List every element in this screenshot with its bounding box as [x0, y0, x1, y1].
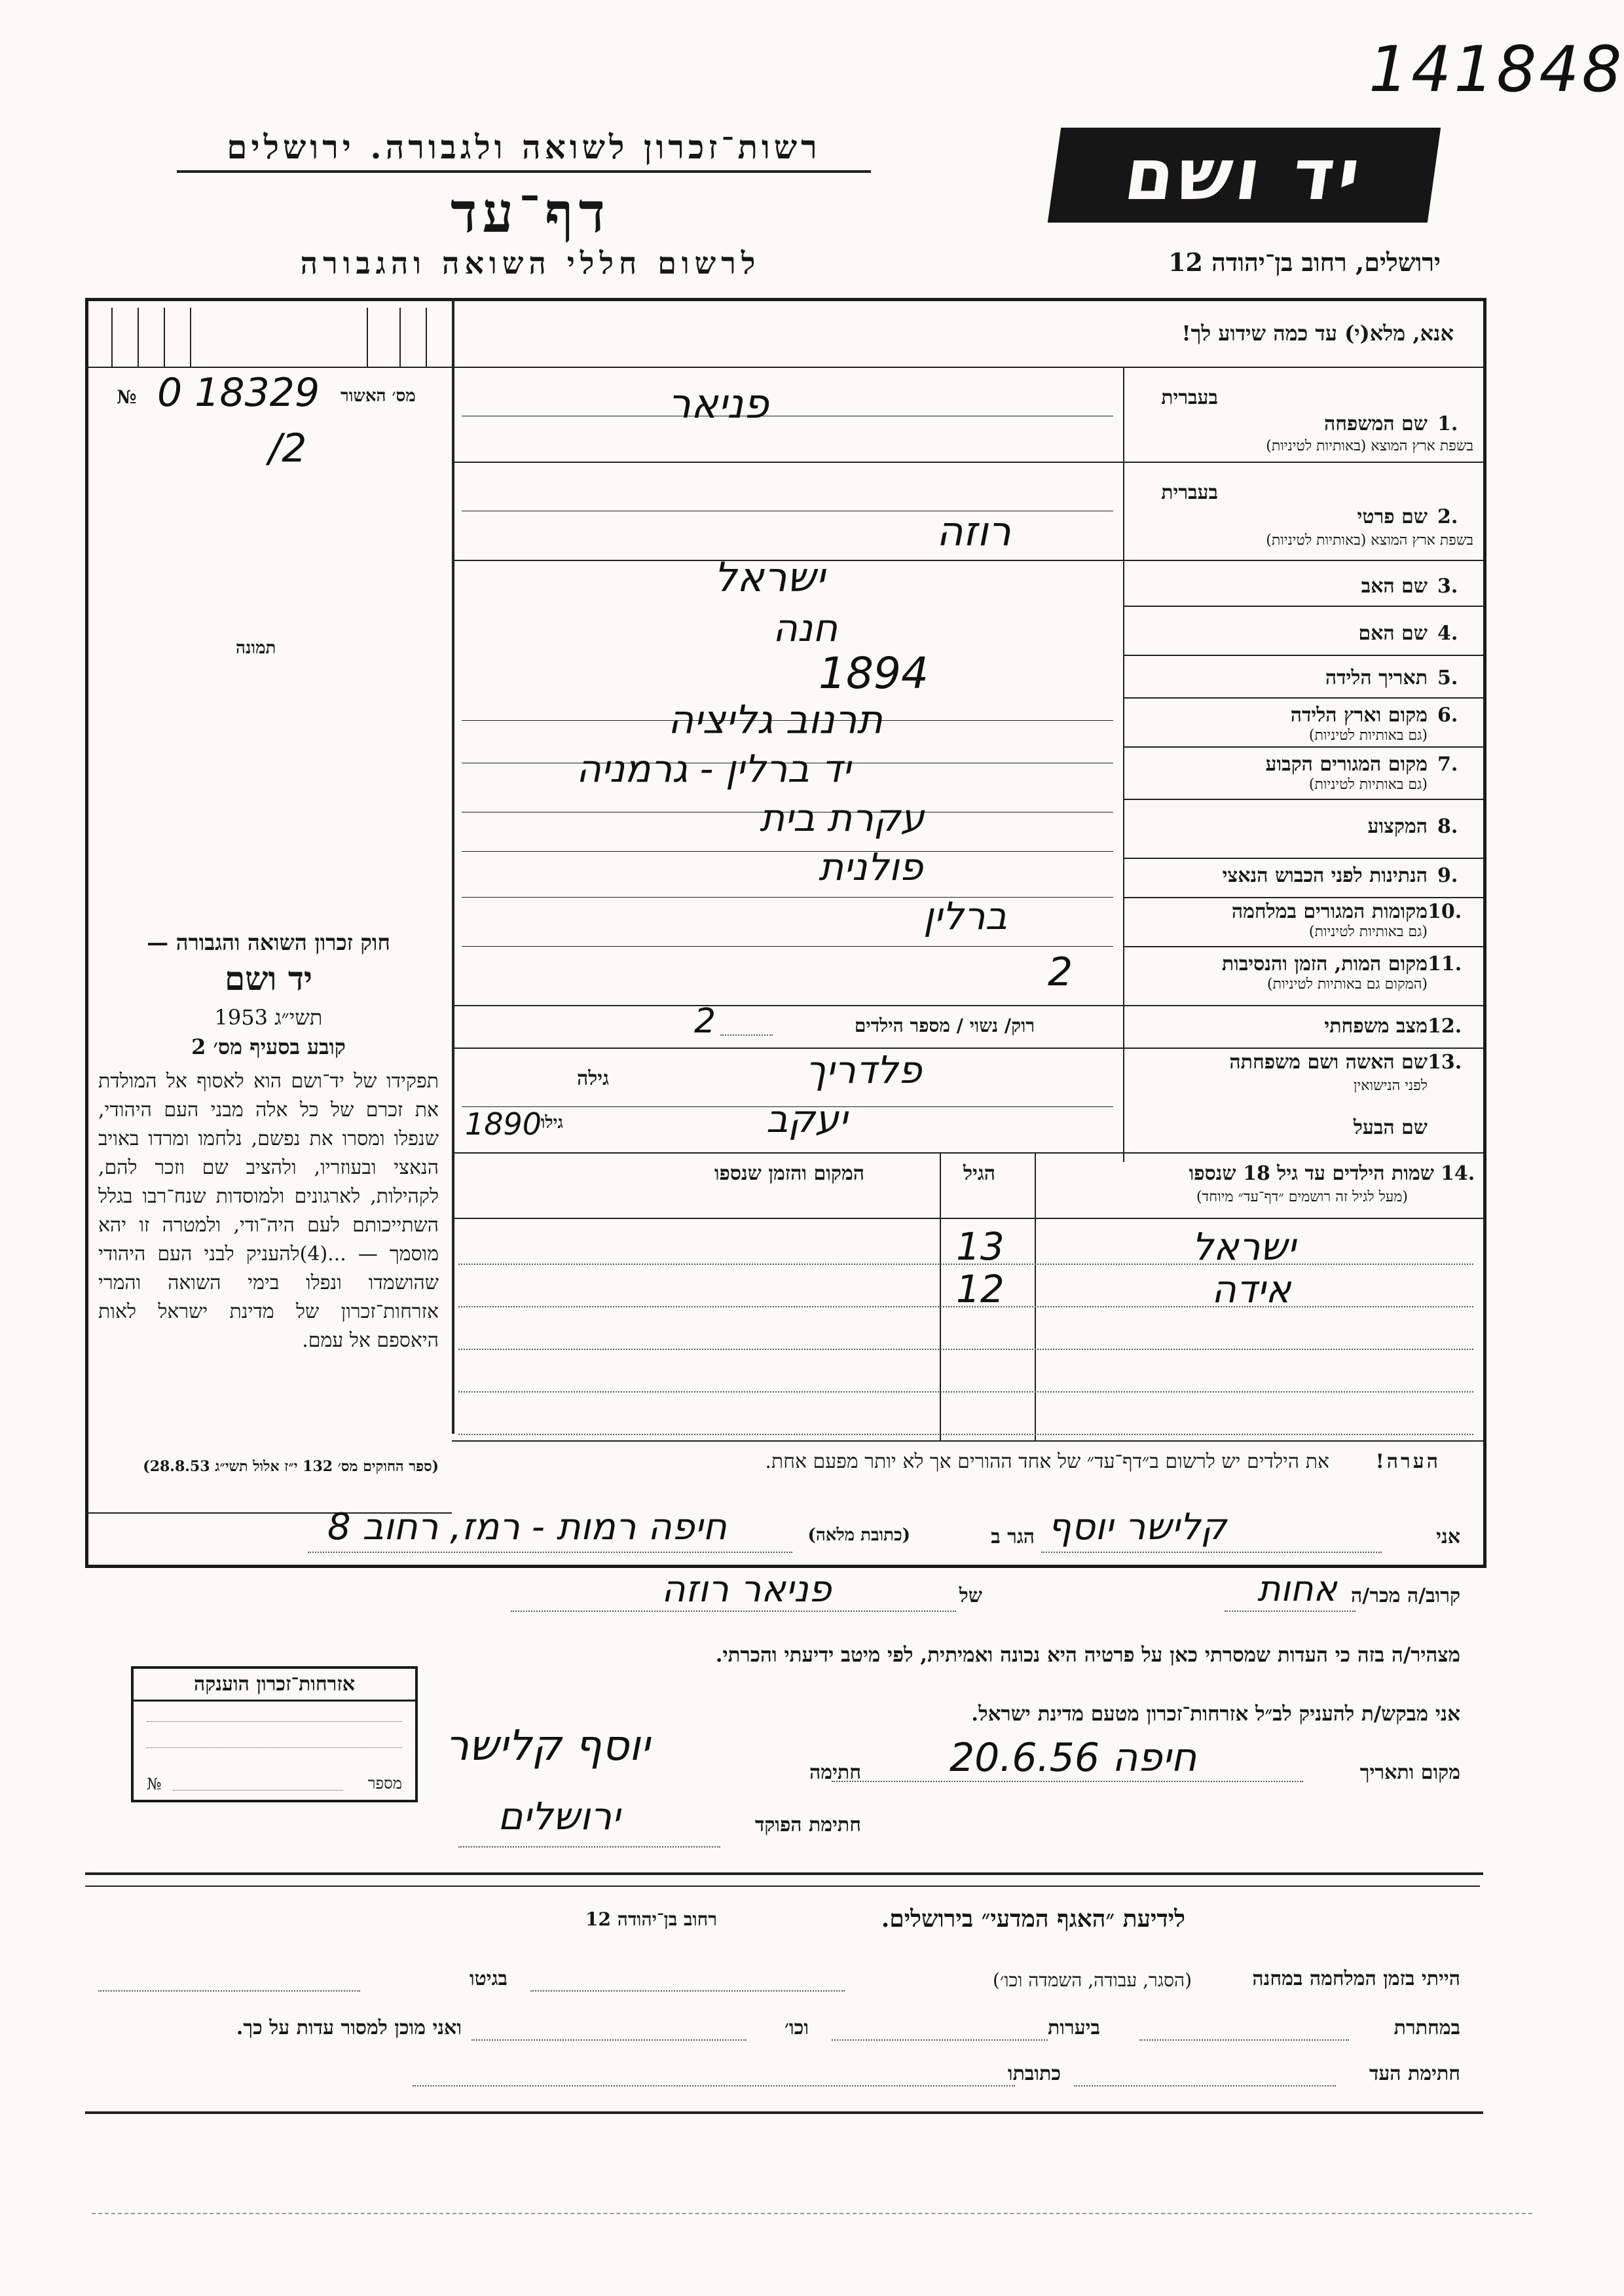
law-section: קובע בסעיף מס׳ 2: [191, 1034, 346, 1059]
field-6-number: 6.: [1437, 704, 1458, 727]
field-7-label: מקום המגורים הקבוע: [1265, 753, 1428, 776]
field-1-label: שם המשפחה: [1323, 412, 1428, 435]
approval-no-symbol: №: [117, 386, 137, 408]
field-13-value: פלדריך: [805, 1048, 922, 1092]
citizenship-no-symbol: №: [147, 1775, 162, 1793]
wife-age-label: גילה: [576, 1067, 609, 1090]
law-year: תשי״ג 1953: [214, 1005, 323, 1030]
husband-value: יעקב: [766, 1097, 847, 1141]
field-2-value: רוזה: [936, 507, 1011, 555]
note-text: את הילדים יש לרשום ב״דף־עד״ של אחד ההורים אך לא יותר מפעם אחת.: [765, 1450, 1329, 1473]
form-title: דף־עד: [450, 180, 610, 245]
field-9-value: פולנית: [819, 845, 923, 889]
marital-status-options: רוק/ נשוי / מספר הילדים: [854, 1015, 1035, 1036]
law-text: תפקידו של יד־ושם הוא לאסוף אל המולדת את זכרם של כל אלה מבני העם היהודי, שנפלו ומסרו את נפשם, נלחמו ומרדו באויב הנאצי ובעוזריו, ולהציב שם וזכר להם, לקהילות, לארגונים ולמוסדות שנח־רבו בגלל השתייכותם לעם היה־ודי, ולמטרה זו יהא מוסמך — ...(4)להעניק לבני העם היהודי שהושמדו ונפלו בימי השואה והמרי אזרחות־זכרון של מדינת ישראל לאות היאספם אל עמם.: [98, 1070, 439, 1352]
field-10-label: מקומות המגורים במלחמה: [1231, 900, 1428, 923]
field-1-above: בעברית: [1161, 386, 1218, 409]
yad-vashem-logo: [1048, 128, 1441, 223]
field-13-sub: לפני הנישואין: [1353, 1078, 1428, 1094]
field-8-number: 8.: [1437, 815, 1458, 838]
footer-heading: לידיעת ״האגף המדעי״ בירושלים.: [881, 1905, 1185, 1933]
footer-heading-address: רחוב בן־יהודה 12: [585, 1908, 717, 1930]
husband-age-label: גילו: [540, 1113, 563, 1133]
child-1-name: ישראל: [1192, 1224, 1296, 1269]
decl-address-label: (כתובת מלאה): [807, 1525, 910, 1545]
decl-relation-label: קרוב/ה מכר/ה: [1351, 1584, 1460, 1607]
field-3-label: שם האב: [1361, 575, 1428, 598]
field-2-above: בעברית: [1161, 481, 1218, 504]
decl-statement: מצהיר/ה בזה כי העדות שמסרתי כאן על פרטיה היא נכונה ואמיתית, לפי מיטב ידיעתי והכרתי.: [715, 1643, 1460, 1667]
children-table-number: 14.: [1441, 1162, 1475, 1185]
field-8-value: עקרת בית: [760, 795, 925, 840]
footer-line2-forests: ביערות: [1047, 2016, 1100, 2039]
children-place-header: המקום והזמן שנספו: [714, 1162, 864, 1185]
decl-official-label: חתימת הפוקד: [754, 1813, 861, 1836]
approval-sub: /2: [268, 426, 307, 471]
children-table-subheader: (מעל לגיל זה רושמים ״דף־עד״ מיוחד): [1196, 1189, 1408, 1205]
child-1-age: 13: [956, 1224, 1005, 1269]
org-line: רשות־זכרון לשואה ולגבורה. ירושלים: [177, 128, 871, 173]
decl-request: אני מבקש/ת להעניק לב״ל אזרחות־זכרון מטעם מדינת ישראל.: [971, 1702, 1460, 1726]
field-7-number: 7.: [1437, 753, 1458, 776]
decl-place-date-value: חיפה 20.6.56: [950, 1735, 1197, 1781]
field-2-number: 2.: [1437, 505, 1458, 528]
field-10-value: ברלין: [923, 894, 1008, 938]
field-12-label: מצב משפחתי: [1324, 1015, 1428, 1038]
decl-signature-value: יוסף קלישר: [445, 1722, 650, 1770]
law-name: יד ושם: [225, 959, 312, 998]
form-subtitle: לרשום חללי השואה והגבורה: [300, 246, 761, 281]
field-4-value: חנה: [773, 606, 838, 650]
decl-address-value: חיפה רמות - רמז, רחוב 8: [327, 1506, 727, 1548]
decl-official-value: ירושלים: [498, 1794, 621, 1838]
footer-line1-ghetto: בגיטו: [469, 1967, 507, 1990]
footer-line2-willing: ואני מוכן למסור עדות על כך.: [236, 2016, 462, 2039]
decl-resident-label: הגר ב: [991, 1525, 1035, 1548]
field-3-value: ישראל: [714, 553, 825, 601]
field-13-number: 13.: [1428, 1051, 1462, 1074]
field-7-value: יד ברלין - גרמניה: [576, 746, 851, 791]
footer-line3-address: כתובתו: [1007, 2062, 1061, 2085]
decl-signature-label: חתימה: [809, 1761, 861, 1784]
logo-text: יד ושם: [1119, 134, 1369, 216]
field-3-number: 3.: [1437, 575, 1458, 598]
note-label: הערה!: [1375, 1450, 1441, 1473]
children-count: 2: [694, 1002, 716, 1041]
field-2-label: שם פרטי: [1357, 505, 1428, 528]
approval-label: מס׳ האשור: [341, 386, 416, 406]
children-table-header: שמות הילדים עד גיל 18 שנספו: [1189, 1162, 1434, 1185]
field-4-number: 4.: [1437, 622, 1458, 645]
footer-line2-underground: במחתרת: [1393, 2016, 1460, 2039]
field-9-number: 9.: [1437, 864, 1458, 887]
child-2-name: אידה: [1211, 1267, 1291, 1311]
decl-place-date-label: מקום ותאריך: [1359, 1761, 1460, 1784]
field-11-sub: (המקום גם באותיות לטיניות): [1267, 976, 1428, 993]
footer-line1-camp: הייתי בזמן המלחמה במחנה: [1252, 1967, 1460, 1990]
field-1-value: פניאר: [668, 380, 769, 428]
field-13-label: שם האשה ושם משפחתה: [1229, 1051, 1428, 1074]
husband-label: שם הבעל: [1353, 1116, 1428, 1139]
husband-birth-year: 1890: [465, 1106, 542, 1142]
field-1-number: 1.: [1437, 412, 1458, 435]
field-11-number: 11.: [1428, 953, 1462, 975]
field-10-number: 10.: [1428, 900, 1462, 923]
field-4-label: שם האם: [1358, 622, 1428, 645]
field-5-value: 1894: [819, 648, 929, 699]
field-8-label: המקצוע: [1367, 815, 1428, 838]
field-11-value: 2: [1048, 949, 1073, 995]
field-11-label: מקום המות, הזמן והנסיבות: [1221, 953, 1428, 975]
law-heading: חוק זכרון השואה והגבורה —: [147, 930, 390, 955]
field-6-sub: (גם באותיות לטיניות): [1308, 727, 1428, 744]
field-10-sub: (גם באותיות לטיניות): [1308, 924, 1428, 940]
footer-line1-types: (הסגר, עבודה, השמדה וכו׳): [992, 1969, 1192, 1991]
citizenship-box: [131, 1666, 418, 1802]
field-7-sub: (גם באותיות לטיניות): [1308, 776, 1428, 793]
citizenship-number-label: מספר: [367, 1774, 402, 1793]
field-2-sub: בשפת ארץ המוצא (באותיות לטיניות): [1266, 532, 1473, 549]
citizenship-box-title: אזרחות־זכרון הוענקה: [134, 1669, 415, 1702]
law-reference: (ספר החוקים מס׳ 132 י״ז אלול תשי״ג 28.8.53): [143, 1458, 439, 1475]
field-6-value: תרנוב גליציה: [668, 697, 883, 743]
approval-number: 0 18329: [157, 370, 320, 416]
children-age-header: הגיל: [963, 1162, 995, 1185]
footer-line3-signature: חתימת העד: [1369, 2062, 1460, 2085]
address: ירושלים, רחוב בן־יהודה 12: [1168, 247, 1441, 277]
field-9-label: הנתינות לפני הכבוש הנאצי: [1222, 864, 1428, 887]
field-6-label: מקום וארץ הלידה: [1290, 704, 1428, 727]
field-1-sub: בשפת ארץ המוצא (באותיות לטיניות): [1266, 438, 1473, 454]
decl-of-value: פניאר רוזה: [661, 1568, 832, 1611]
photo-label: תמונה: [236, 638, 276, 658]
please-fill-note: אנא, מלא(י) עד כמה שידוע לך!: [1181, 321, 1454, 346]
archive-number: 141848: [1369, 33, 1624, 106]
decl-relation-value: אחות: [1257, 1568, 1337, 1609]
child-2-age: 12: [956, 1267, 1005, 1311]
decl-i-label: אני: [1436, 1525, 1460, 1548]
field-5-label: תאריך הלידה: [1325, 666, 1428, 689]
field-5-number: 5.: [1437, 666, 1458, 689]
footer-line2-etc: וכו׳: [784, 2016, 809, 2039]
field-12-number: 12.: [1428, 1015, 1462, 1038]
decl-of-label: של: [959, 1584, 982, 1607]
decl-name-value: קלישר יוסף: [1048, 1506, 1227, 1548]
